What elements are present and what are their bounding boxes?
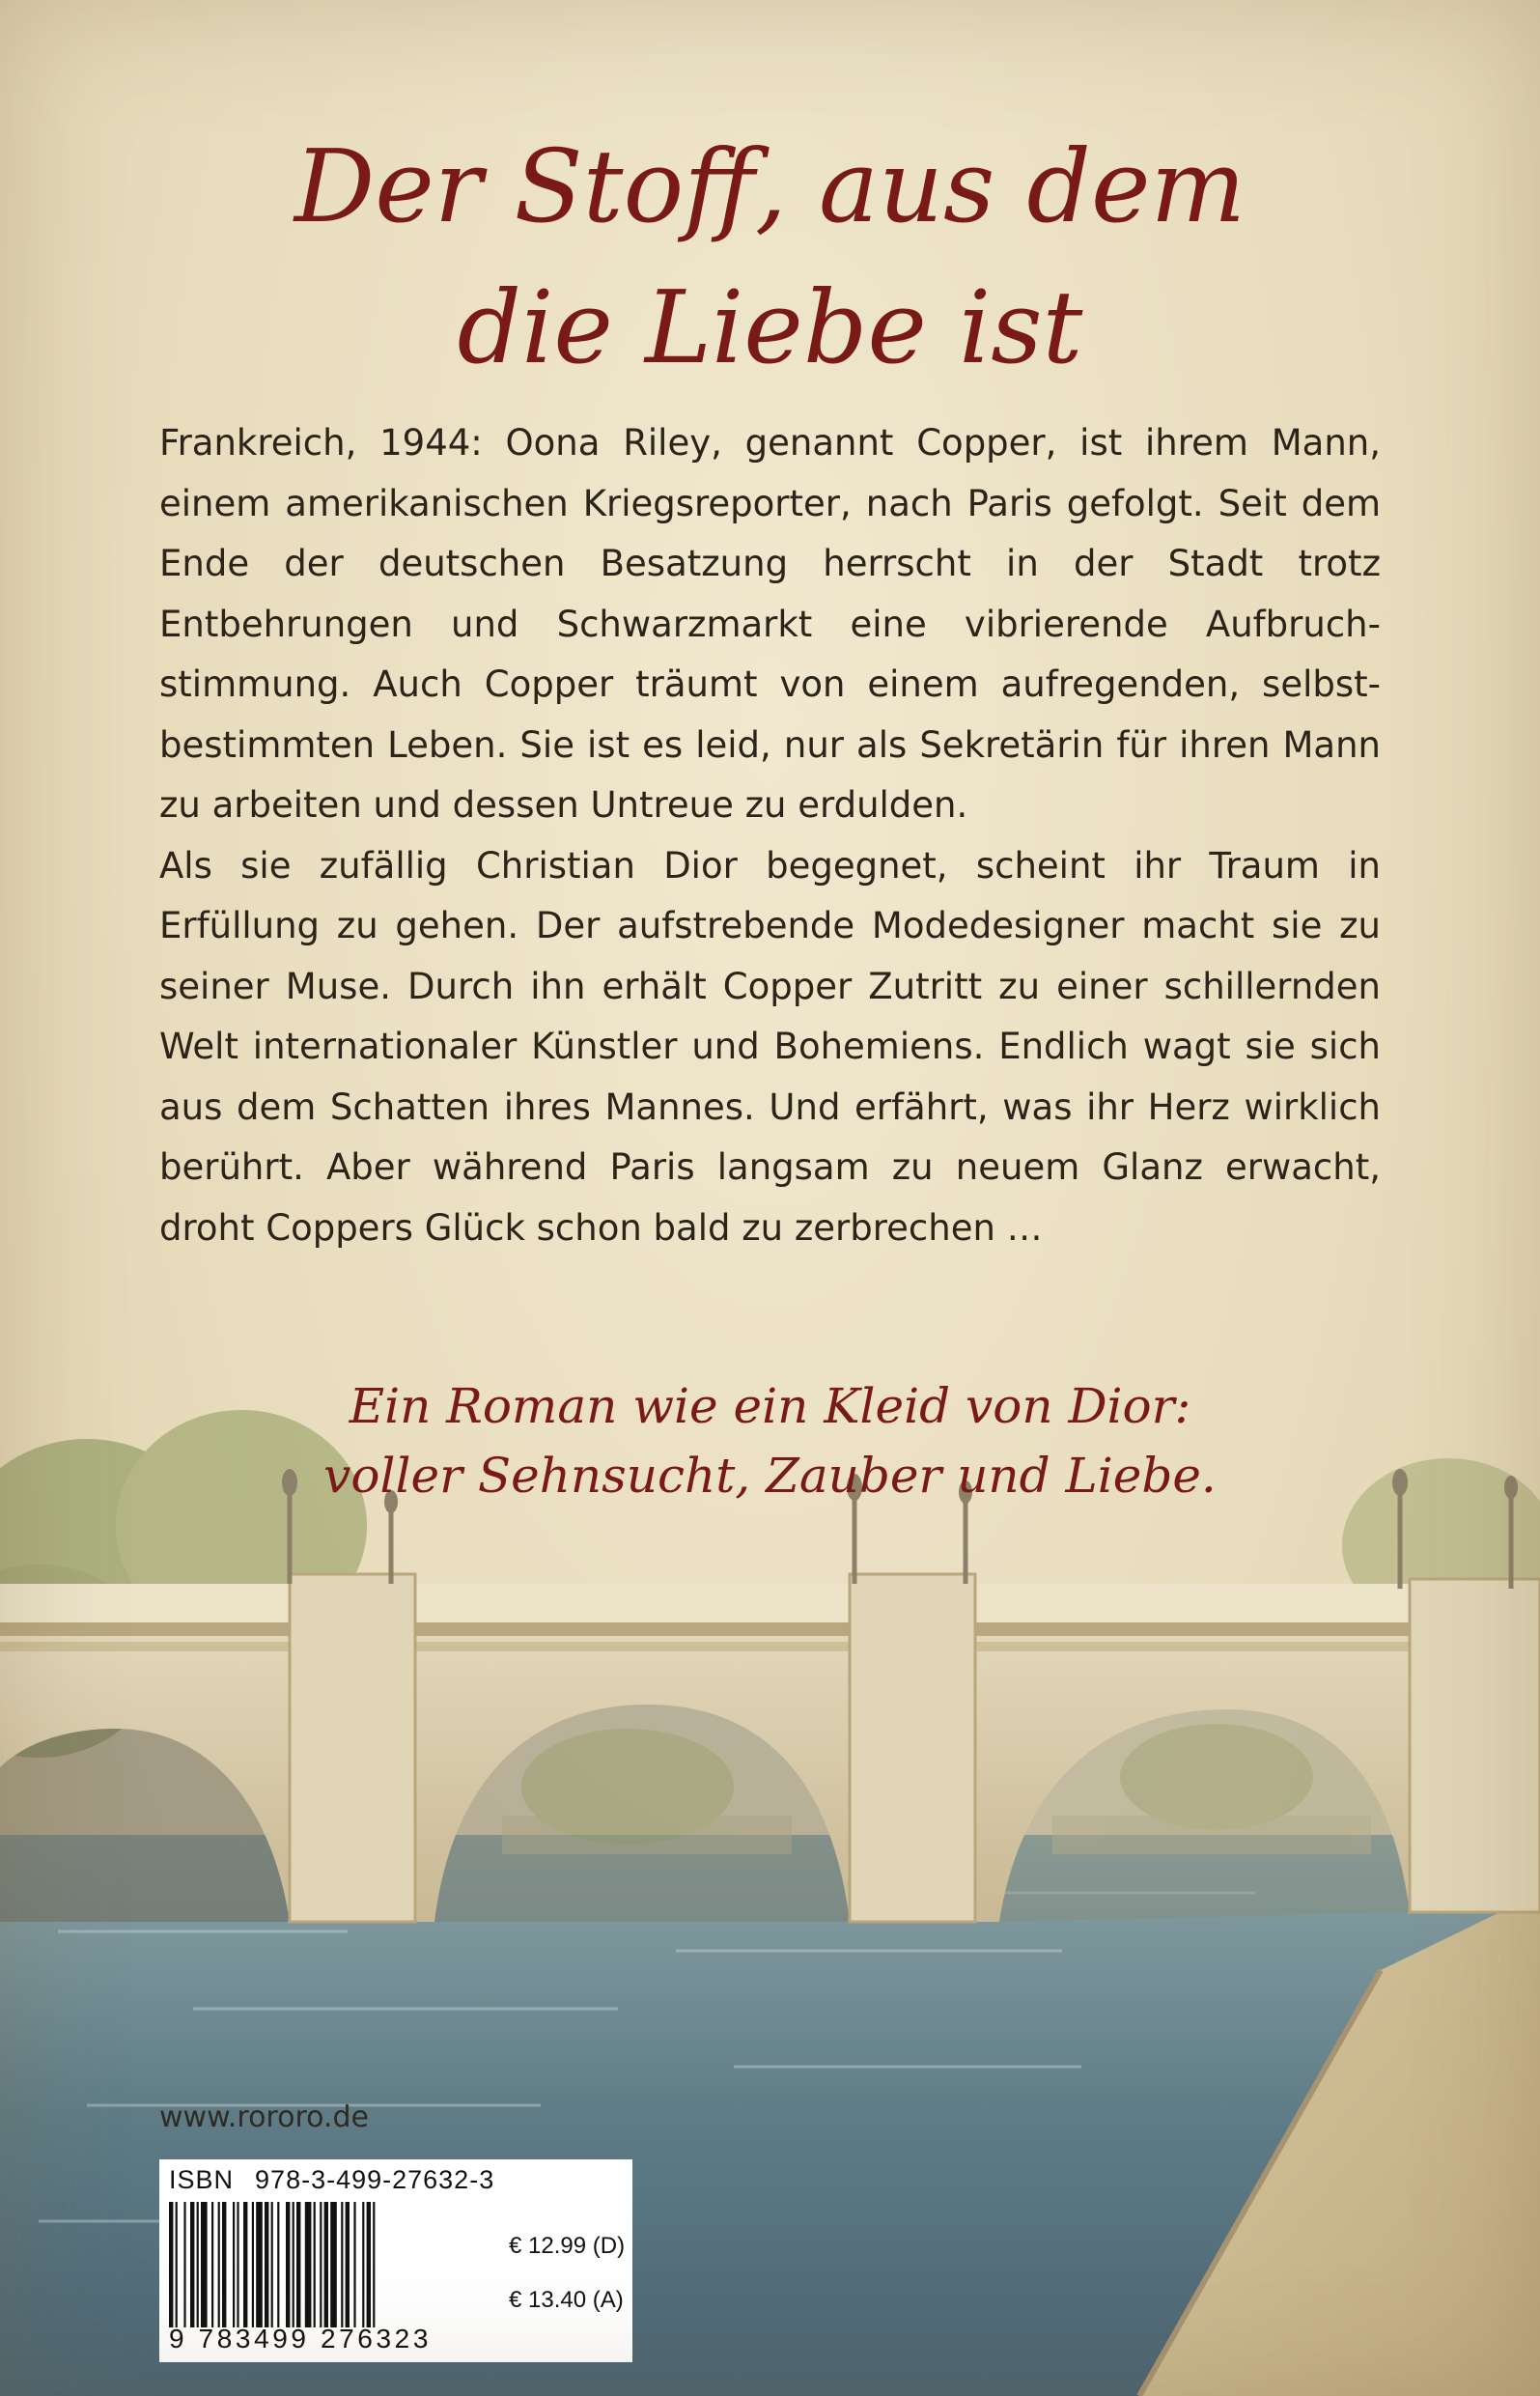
isbn-number: 978-3-499-27632-3 xyxy=(255,2165,495,2194)
isbn-prefix: ISBN xyxy=(169,2165,235,2194)
tagline xyxy=(0,1371,1540,1510)
book-title xyxy=(0,116,1540,398)
price-austria: € 13.40 (A) xyxy=(509,2287,624,2313)
blurb-paragraph-1: Frankreich, 1944: Oona Riley, genannt Copper, ist ihrem Mann, einem amerikanischen Kriegsreporter, nach Paris gefolgt. Seit dem Ende der deutschen Besatzung herrscht in der Stadt trotz Entbehrungen und Schwarzmarkt eine vibrierende Aufbruchstimmung. Auch Copper träumt von einem aufregenden, selbstbestimmten Leben. Sie ist es leid, nur als Sekretärin für ihren Mann zu arbeiten und dessen Untreue zu erdulden. xyxy=(159,422,1381,826)
price-germany: € 12.99 (D) xyxy=(509,2233,626,2259)
barcode-digits: 9 783499 276323 xyxy=(169,2324,432,2354)
barcode-icon xyxy=(169,2202,478,2327)
tagline-line-2: voller Sehnsucht, Zauber und Liebe. xyxy=(323,1448,1217,1504)
isbn-barcode-box xyxy=(159,2159,632,2362)
book-title-line-1: Der Stoff, aus dem xyxy=(294,127,1246,245)
book-title-line-2: die Liebe ist xyxy=(457,268,1083,386)
tagline-line-1: Ein Roman wie ein Kleid von Dior: xyxy=(349,1378,1191,1434)
publisher-website: www.rororo.de xyxy=(159,2100,369,2134)
blurb-paragraph-2: Als sie zufällig Christian Dior begegnet, scheint ihr Traum in Erfüllung zu gehen. Der aufstrebende Modedesigner macht sie zu seiner Muse. Durch ihn erhält Copper Zutritt zu einer schillernden Welt internationaler Künstler und Bohemiens. Endlich wagt sie sich aus dem Schatten ihres Mannes. Und erfährt, was ihr Herz wirklich berührt. Aber während Paris langsam zu neuem Glanz erwacht, droht Coppers Glück schon bald zu zerbrechen … xyxy=(159,844,1381,1249)
isbn-label xyxy=(169,2165,494,2195)
blurb xyxy=(159,413,1381,1258)
